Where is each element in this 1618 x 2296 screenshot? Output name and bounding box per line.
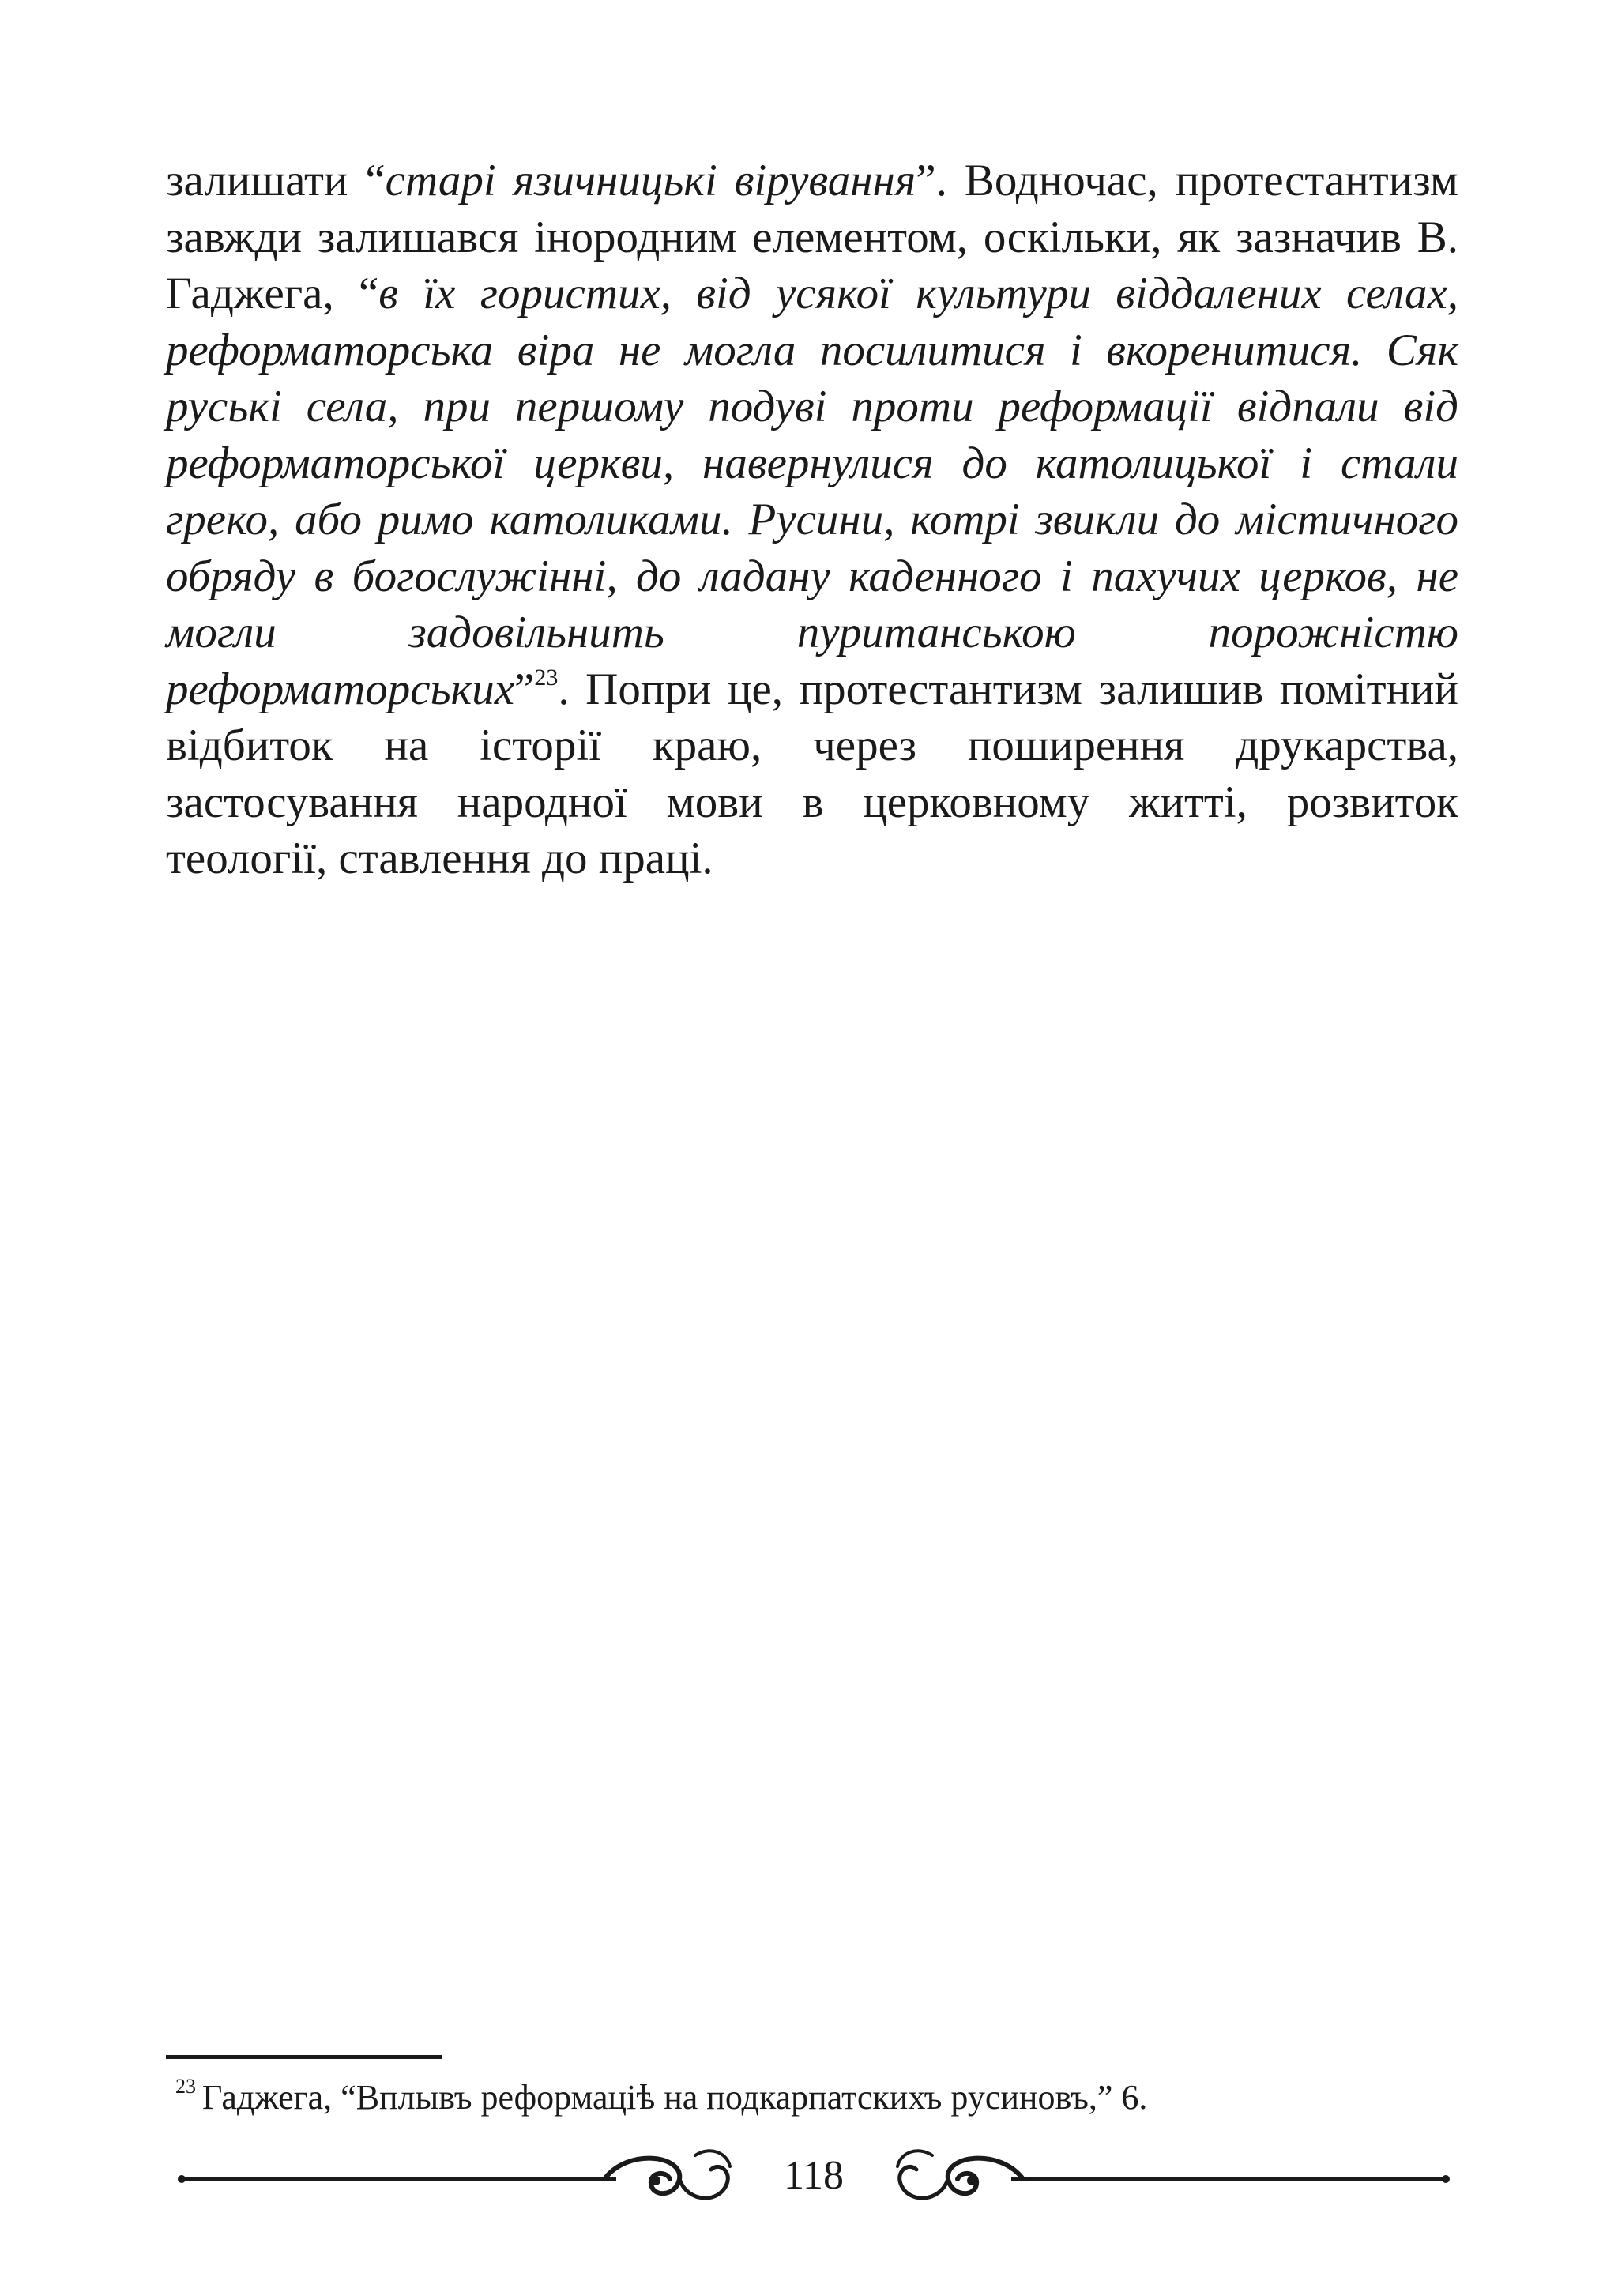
quote-italic: в їх гористих, від усякої культури віддалених селах, реформаторська віра не могла посилитися і вкоренитися. Сяк руські села, при першому подуві проти реформації відпали від реформаторської церкви, навернулися до католицької і стали греко, або римо католиками. Русини, котрі звикли до містичного обряду в богослужінні, до ладану каденного і пахучих церков, не могли задовільнить пуританською порожністю реформаторських (166, 269, 1459, 714)
text-segment: залишати “ (166, 156, 386, 205)
footnote-marker: 23 (175, 2075, 196, 2098)
footnote-divider (166, 2055, 442, 2059)
text-segment: ” (514, 664, 535, 714)
text-segment: . Попри це, протестантизм залишив помітний відбиток на історії краю, через поширення друкарства, застосування народної мови в церковному житті, розвиток теології, ставлення до праці. (166, 664, 1458, 883)
left-flourish-ornament (174, 2138, 743, 2225)
body-paragraph (166, 152, 1458, 887)
page-number: 118 (783, 2153, 845, 2198)
footnote-text: Гаджега, “Вплывъ реформаціѣ на подкарпатскихъ русиновъ,” 6. (202, 2078, 1148, 2117)
page-footer (174, 2138, 1454, 2225)
text-segment: ”. Водночас, протестантизм завжди залишався інородним елементом, оскільки, як зазначив В. Гаджега, “ (166, 156, 1458, 318)
quote-italic: старі язичницькі вірування (385, 156, 916, 205)
right-flourish-ornament (885, 2138, 1454, 2225)
footnote (175, 2074, 1439, 2121)
footnote-reference[interactable]: 23 (534, 664, 559, 691)
